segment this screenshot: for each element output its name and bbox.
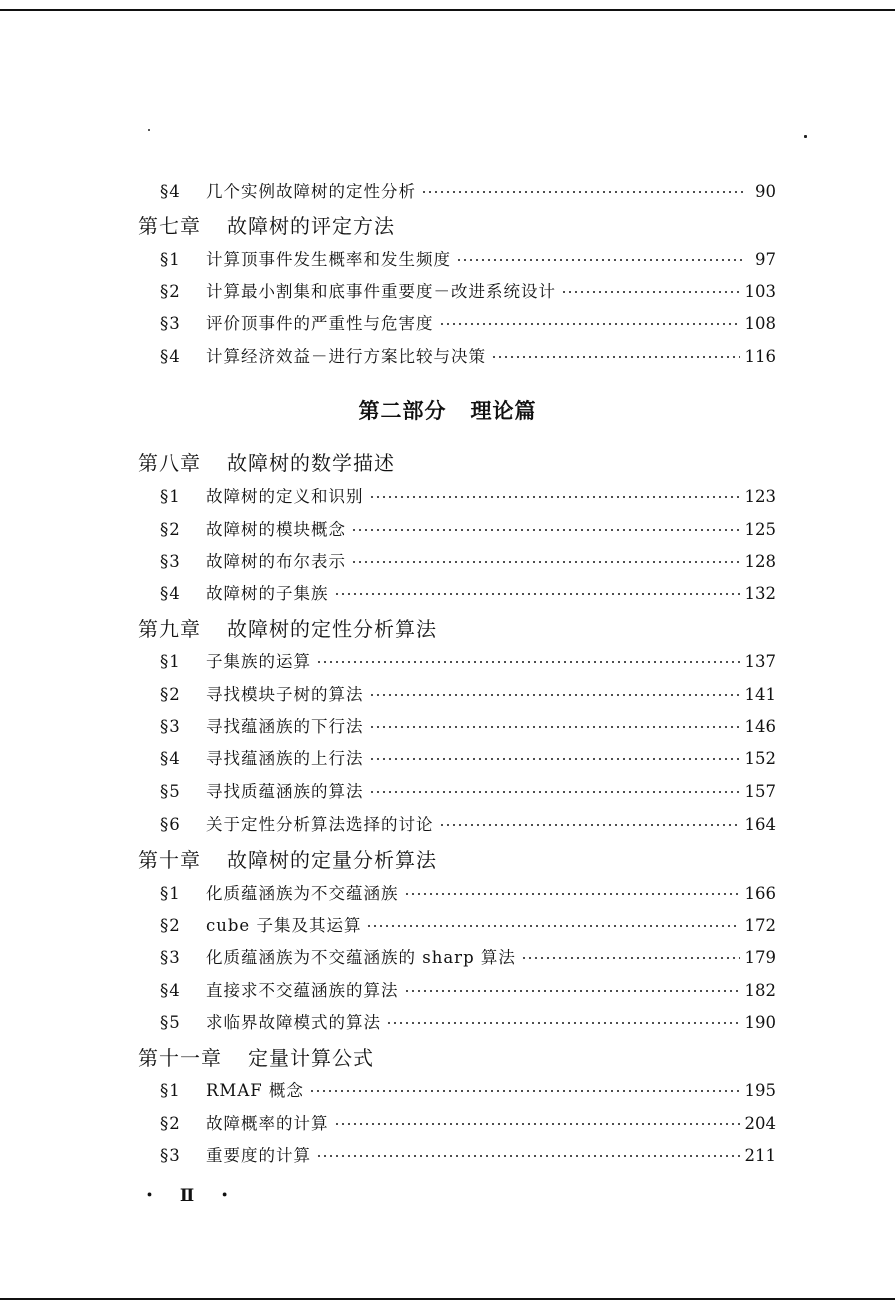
page-number: 103	[744, 282, 776, 301]
entry-title: cube 子集及其运算	[206, 916, 362, 935]
entry-title: 求临界故障模式的算法	[206, 1013, 381, 1032]
page-number: 116	[744, 347, 776, 366]
dot-leader	[521, 957, 740, 959]
dot-leader	[369, 726, 740, 728]
dot-leader	[561, 291, 740, 293]
page-number: 132	[744, 584, 776, 603]
entry-title: 故障树的布尔表示	[206, 552, 346, 571]
entry-title: 直接求不交蕴涵族的算法	[206, 981, 399, 1000]
chapter-title: 故障树的数学描述	[227, 451, 395, 475]
page-number: 182	[744, 981, 776, 1000]
toc-entry[interactable]	[160, 780, 776, 804]
dot-leader	[404, 893, 740, 895]
section-number: §1	[160, 652, 181, 671]
toc-entry[interactable]	[160, 1011, 776, 1035]
dot-leader	[351, 529, 740, 531]
entry-title: 子集族的运算	[206, 652, 311, 671]
section-number: §4	[160, 347, 181, 366]
section-number: §3	[160, 552, 181, 571]
entry-title: 寻找蕴涵族的上行法	[206, 749, 364, 768]
dot-leader	[439, 323, 740, 325]
section-number: §2	[160, 1114, 181, 1133]
chapter-number: 第九章	[138, 617, 201, 641]
toc-entry[interactable]	[160, 1079, 776, 1103]
dot-leader	[316, 661, 740, 663]
section-number: §5	[160, 782, 181, 801]
section-number: §2	[160, 685, 181, 704]
dot-leader	[404, 990, 740, 992]
toc-entry[interactable]	[160, 747, 776, 771]
toc-entry[interactable]	[160, 518, 776, 542]
dot-leader	[439, 824, 740, 826]
toc-entry[interactable]	[160, 180, 776, 204]
page-number: 128	[744, 552, 776, 571]
page-number: 108	[744, 314, 776, 333]
entry-title: 计算顶事件发生概率和发生频度	[206, 250, 451, 269]
entry-title: 寻找模块子树的算法	[206, 685, 364, 704]
toc-entry[interactable]	[160, 312, 776, 336]
page-number: 137	[744, 652, 776, 671]
chapter-number: 第七章	[138, 214, 201, 238]
chapter-number: 第八章	[138, 451, 201, 475]
section-number: §4	[160, 182, 181, 201]
chapter-title: 故障树的定性分析算法	[227, 617, 437, 641]
page-number: 146	[744, 717, 776, 736]
entry-title: 故障概率的计算	[206, 1114, 329, 1133]
section-number: §4	[160, 584, 181, 603]
dot-leader	[309, 1090, 740, 1092]
page-number: 125	[744, 520, 776, 539]
dot-leader	[351, 561, 740, 563]
entry-title: RMAF 概念	[206, 1081, 304, 1100]
chapter-number: 第十一章	[138, 1046, 222, 1070]
dot-leader	[334, 1123, 740, 1125]
dot-leader	[491, 356, 740, 358]
folio-page-number: ・ Ⅱ ・	[141, 1186, 242, 1206]
section-number: §3	[160, 948, 181, 967]
page-number: 157	[744, 782, 776, 801]
dot-leader	[369, 758, 740, 760]
toc-entry[interactable]	[160, 979, 776, 1003]
entry-title: 几个实例故障树的定性分析	[206, 182, 416, 201]
toc-entry[interactable]	[160, 280, 776, 304]
chapter-heading[interactable]	[138, 845, 437, 875]
toc-entry[interactable]	[160, 650, 776, 674]
chapter-heading[interactable]	[138, 1043, 374, 1073]
entry-title: 计算经济效益－进行方案比较与决策	[206, 347, 486, 366]
page-number: 152	[744, 749, 776, 768]
page-number: 211	[744, 1146, 776, 1165]
part-title: 理论篇	[470, 398, 537, 423]
toc-entry[interactable]	[160, 683, 776, 707]
chapter-title: 故障树的定量分析算法	[227, 848, 437, 872]
chapter-title: 故障树的评定方法	[227, 214, 395, 238]
section-number: §2	[160, 520, 181, 539]
entry-title: 故障树的子集族	[206, 584, 329, 603]
entry-title: 寻找蕴涵族的下行法	[206, 717, 364, 736]
section-number: §1	[160, 884, 181, 903]
page-number: 90	[755, 182, 776, 201]
dot-leader	[456, 259, 743, 261]
entry-title: 故障树的模块概念	[206, 520, 346, 539]
chapter-heading[interactable]	[138, 211, 395, 241]
toc-entry[interactable]	[160, 914, 776, 938]
chapter-heading[interactable]	[138, 614, 437, 644]
dot-leader	[421, 191, 743, 193]
entry-title: 计算最小割集和底事件重要度－改进系统设计	[206, 282, 556, 301]
dot-leader	[369, 694, 740, 696]
section-number: §3	[160, 314, 181, 333]
part-number: 第二部分	[358, 398, 447, 423]
section-number: §3	[160, 717, 181, 736]
dot-leader	[366, 925, 739, 927]
page-number: 195	[744, 1081, 776, 1100]
section-number: §1	[160, 250, 181, 269]
toc-entry[interactable]	[160, 946, 776, 970]
entry-title: 故障树的定义和识别	[206, 487, 364, 506]
toc-entry[interactable]	[160, 1144, 776, 1168]
section-number: §1	[160, 487, 181, 506]
toc-entry[interactable]	[160, 248, 776, 272]
page-number: 123	[744, 487, 776, 506]
page-number: 97	[755, 250, 776, 269]
toc-entry[interactable]	[160, 582, 776, 606]
chapter-title: 定量计算公式	[248, 1046, 374, 1070]
entry-title: 化质蕴涵族为不交蕴涵族	[206, 884, 399, 903]
page-number: 164	[744, 815, 776, 834]
page-number: 141	[744, 685, 776, 704]
toc-entry[interactable]	[160, 550, 776, 574]
entry-title: 重要度的计算	[206, 1146, 311, 1165]
entry-title: 关于定性分析算法选择的讨论	[206, 815, 434, 834]
section-number: §2	[160, 916, 181, 935]
page-number: 190	[744, 1013, 776, 1032]
dot-leader	[369, 791, 740, 793]
page-number: 179	[744, 948, 776, 967]
toc-entry[interactable]	[160, 485, 776, 509]
page-number: 204	[744, 1114, 776, 1133]
toc-entry[interactable]	[160, 345, 776, 369]
entry-title: 评价顶事件的严重性与危害度	[206, 314, 434, 333]
toc-entry[interactable]	[160, 882, 776, 906]
page-number: 166	[744, 884, 776, 903]
toc-entry[interactable]	[160, 813, 776, 837]
chapter-heading[interactable]	[138, 448, 395, 478]
section-number: §1	[160, 1081, 181, 1100]
entry-title: 化质蕴涵族为不交蕴涵族的 sharp 算法	[206, 948, 516, 967]
toc-entry[interactable]	[160, 715, 776, 739]
section-number: §4	[160, 981, 181, 1000]
chapter-number: 第十章	[138, 848, 201, 872]
bottom-rule	[0, 1298, 895, 1300]
page-number: 172	[744, 916, 776, 935]
section-number: §6	[160, 815, 181, 834]
section-number: §3	[160, 1146, 181, 1165]
dot-leader	[334, 593, 740, 595]
entry-title: 寻找质蕴涵族的算法	[206, 782, 364, 801]
section-number: §5	[160, 1013, 181, 1032]
dot-leader	[386, 1022, 740, 1024]
section-number: §2	[160, 282, 181, 301]
section-number: §4	[160, 749, 181, 768]
toc-entry[interactable]	[160, 1112, 776, 1136]
part-heading[interactable]	[0, 395, 895, 427]
dot-leader	[316, 1155, 740, 1157]
dot-leader	[369, 496, 740, 498]
